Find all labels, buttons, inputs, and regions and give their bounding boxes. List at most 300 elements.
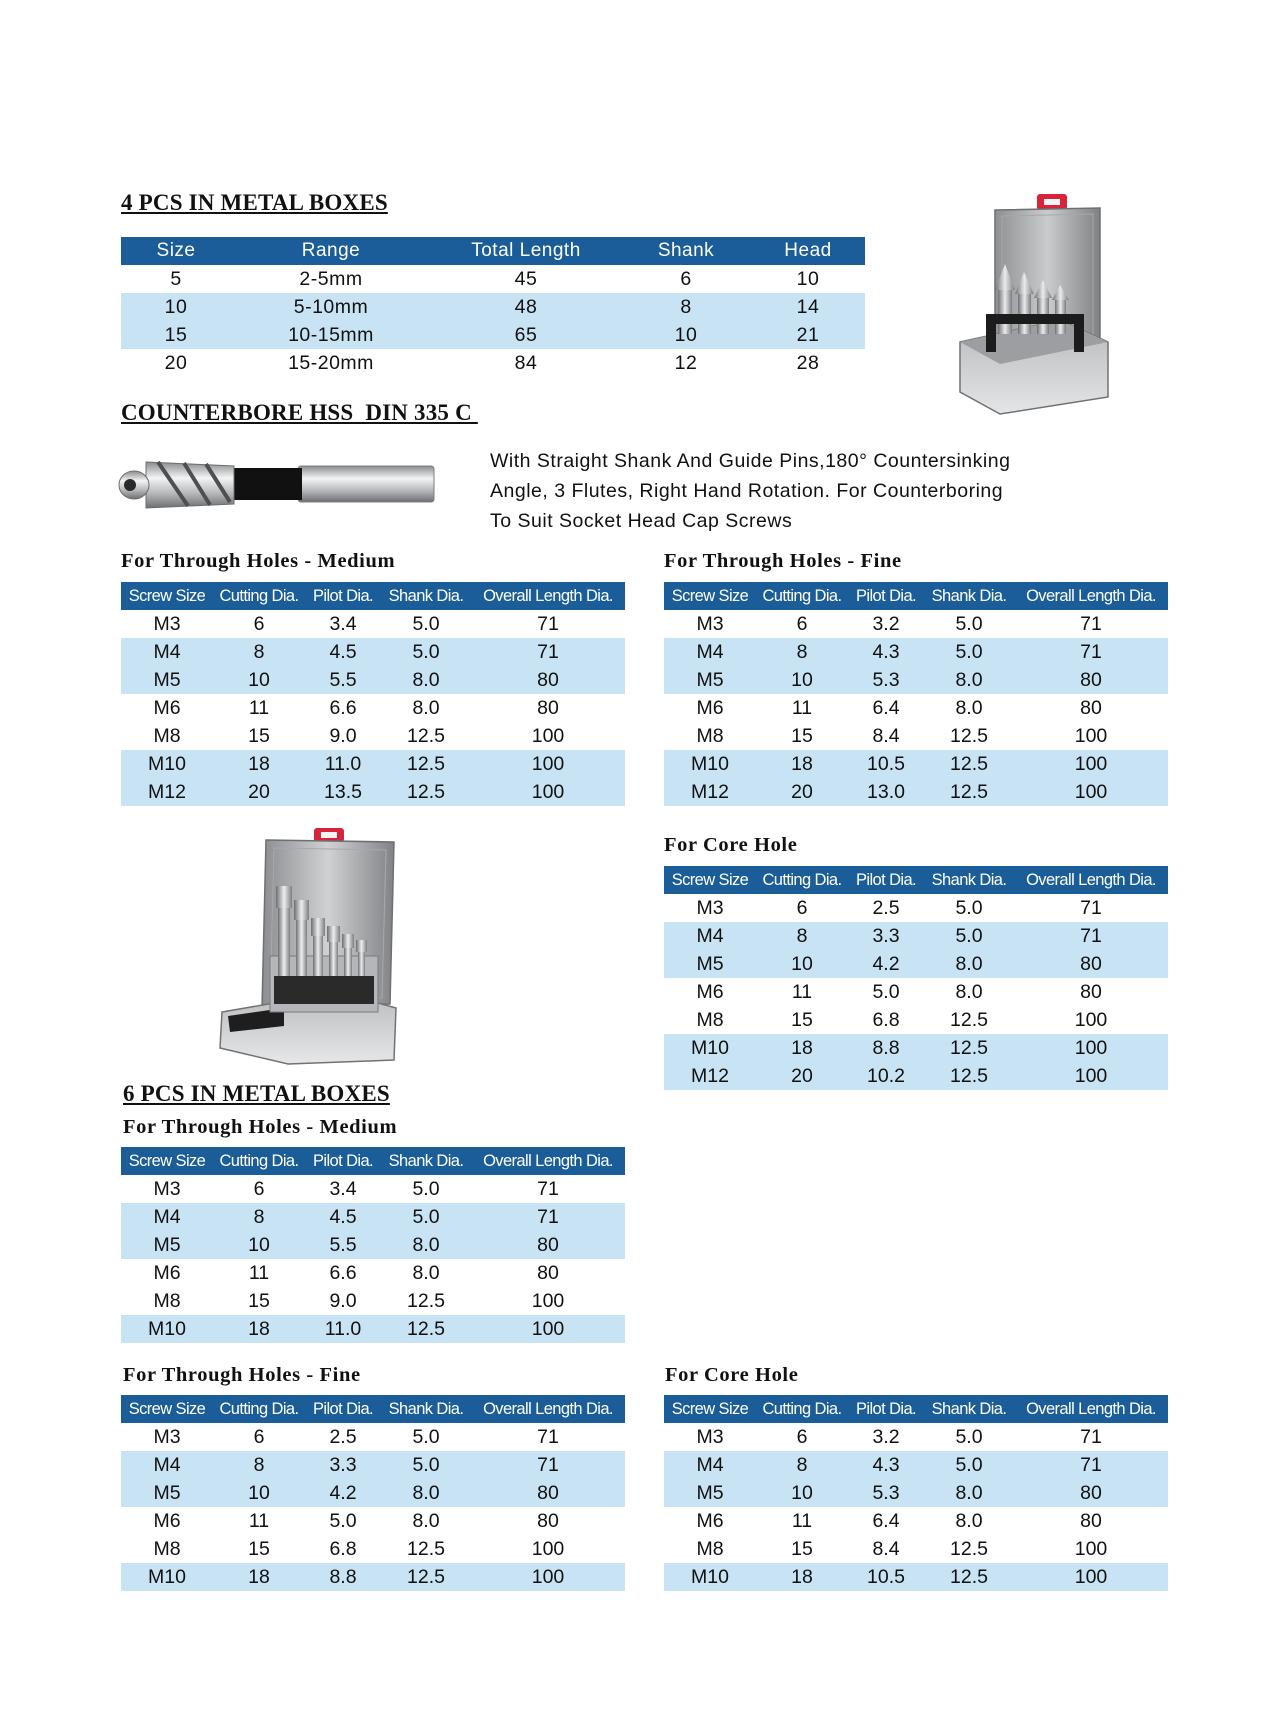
table-row xyxy=(121,750,625,778)
table-cell: M6 xyxy=(153,1261,181,1284)
counterbore-tool-image xyxy=(118,452,438,516)
six-core-table xyxy=(664,1395,1168,1591)
table-cell: 15 xyxy=(121,321,231,349)
table-cell: 8 xyxy=(756,638,848,666)
table-row xyxy=(121,638,625,666)
table-cell: 10 xyxy=(213,1479,305,1507)
table-cell: 100 xyxy=(471,750,625,778)
table-cell: 12.5 xyxy=(950,724,988,747)
table-row xyxy=(121,293,865,321)
column-header: Pilot Dia. xyxy=(848,582,924,610)
table-cell: 2.5 xyxy=(872,896,900,919)
column-header: Head xyxy=(751,237,865,265)
table-cell: 8.0 xyxy=(381,1231,471,1259)
table-cell: M5 xyxy=(121,666,213,694)
table-cell: 15 xyxy=(248,724,270,747)
table-cell: 10 xyxy=(756,1479,848,1507)
table-cell: 4.3 xyxy=(848,1451,924,1479)
table-cell: 8 xyxy=(213,638,305,666)
table-row xyxy=(121,1259,625,1287)
table-body xyxy=(664,1423,1168,1591)
six-fine-table xyxy=(121,1395,625,1591)
through-fine-title: For Through Holes - Fine xyxy=(664,550,902,572)
table-cell: M6 xyxy=(696,1509,724,1532)
table-cell: 13.5 xyxy=(305,778,381,806)
table-cell: M6 xyxy=(696,696,724,719)
table-cell: 71 xyxy=(1080,896,1102,919)
column-header: Pilot Dia. xyxy=(848,866,924,894)
table-cell: M3 xyxy=(696,612,724,635)
table-cell: 71 xyxy=(1014,1451,1168,1479)
table-cell: M10 xyxy=(121,750,213,778)
column-header: Overall Length Dia. xyxy=(1014,582,1168,610)
table-cell: 2-5mm xyxy=(299,267,363,290)
table-cell: 18 xyxy=(213,750,305,778)
counterbore-title: COUNTERBORE HSS DIN 335 C xyxy=(121,400,478,425)
table-cell: 12.5 xyxy=(407,1537,445,1560)
table-row xyxy=(664,1062,1168,1090)
table-cell: 15 xyxy=(248,1289,270,1312)
table-cell: 100 xyxy=(531,724,565,747)
table-cell: 11 xyxy=(248,1509,270,1532)
column-header: Overall Length Dia. xyxy=(1014,1395,1168,1423)
table-cell: 6.8 xyxy=(872,1008,900,1031)
table-cell: 65 xyxy=(431,321,621,349)
table-row xyxy=(664,1535,1168,1563)
table-cell: 100 xyxy=(1074,1537,1108,1560)
column-header: Shank Dia. xyxy=(381,1395,471,1423)
column-header: Shank xyxy=(621,237,751,265)
table-cell: 5.3 xyxy=(848,1479,924,1507)
table-cell: 10.2 xyxy=(848,1062,924,1090)
table-cell: 5.5 xyxy=(305,1231,381,1259)
table-cell: M4 xyxy=(121,638,213,666)
table-cell: M3 xyxy=(153,1177,181,1200)
column-header: Cutting Dia. xyxy=(756,582,848,610)
table-cell: 10 xyxy=(756,666,848,694)
column-header: Screw Size xyxy=(121,1395,213,1423)
table-cell: 5.0 xyxy=(924,922,1014,950)
through-fine-table xyxy=(664,582,1168,806)
table-cell: M10 xyxy=(664,1563,756,1591)
four-pc-box-image xyxy=(940,192,1112,418)
column-header: Pilot Dia. xyxy=(848,1395,924,1423)
table-cell: M5 xyxy=(121,1479,213,1507)
table-cell: 8.8 xyxy=(305,1563,381,1591)
table-cell: 10 xyxy=(213,666,305,694)
table-cell: 8.0 xyxy=(381,666,471,694)
through-medium-title: For Through Holes - Medium xyxy=(121,550,396,572)
table-row xyxy=(121,265,865,293)
table-cell: M10 xyxy=(664,1034,756,1062)
table-cell: 12.5 xyxy=(381,1315,471,1343)
table-cell: M4 xyxy=(121,1451,213,1479)
table-cell: 12.5 xyxy=(950,1537,988,1560)
table-cell: 11 xyxy=(791,696,813,719)
table-row xyxy=(664,922,1168,950)
table-cell: 12.5 xyxy=(924,1034,1014,1062)
table-cell: 6.8 xyxy=(329,1537,357,1560)
table-body xyxy=(664,610,1168,806)
table-cell: 5.0 xyxy=(955,896,983,919)
table-cell: 8.0 xyxy=(381,1479,471,1507)
table-cell: 6 xyxy=(253,1177,265,1200)
table-cell: 10 xyxy=(756,950,848,978)
table-row xyxy=(121,321,865,349)
table-cell: M6 xyxy=(153,696,181,719)
column-header: Screw Size xyxy=(664,582,756,610)
table-row xyxy=(121,1175,625,1203)
table-cell: 14 xyxy=(751,293,865,321)
table-cell: 12.5 xyxy=(924,1062,1014,1090)
table-cell: 8 xyxy=(756,922,848,950)
table-cell: M10 xyxy=(121,1315,213,1343)
table-cell: 3.2 xyxy=(872,1425,900,1448)
table-cell: 5.0 xyxy=(872,980,900,1003)
table-cell: 8.0 xyxy=(924,1479,1014,1507)
column-header: Shank Dia. xyxy=(924,582,1014,610)
table-header-row xyxy=(121,237,865,265)
table-cell: 5.0 xyxy=(955,612,983,635)
table-cell: 21 xyxy=(751,321,865,349)
table-cell: 100 xyxy=(1014,778,1168,806)
table-cell: 100 xyxy=(531,1289,565,1312)
table-cell: 18 xyxy=(756,750,848,778)
table-row xyxy=(664,1451,1168,1479)
table-cell: 6 xyxy=(680,267,692,290)
table-cell: 11 xyxy=(248,696,270,719)
table-cell: 8.0 xyxy=(412,1509,440,1532)
table-cell: 5.3 xyxy=(848,666,924,694)
table-cell: M12 xyxy=(664,778,756,806)
table-cell: 71 xyxy=(537,612,559,635)
table-cell: M12 xyxy=(664,1062,756,1090)
table-row xyxy=(121,694,625,722)
table-row xyxy=(664,1006,1168,1034)
table-cell: 3.3 xyxy=(305,1451,381,1479)
table-header-row xyxy=(664,1395,1168,1423)
table-row xyxy=(664,778,1168,806)
table-cell: M3 xyxy=(153,1425,181,1448)
six-medium-table xyxy=(121,1147,625,1343)
table-row xyxy=(121,1507,625,1535)
table-cell: 80 xyxy=(471,666,625,694)
table-cell: 45 xyxy=(514,267,538,290)
table-cell: 12.5 xyxy=(407,1289,445,1312)
table-cell: 5 xyxy=(170,267,182,290)
table-cell: 20 xyxy=(756,1062,848,1090)
table-cell: M8 xyxy=(696,724,724,747)
column-header: Screw Size xyxy=(664,866,756,894)
table-row xyxy=(664,750,1168,778)
table-cell: 12.5 xyxy=(381,778,471,806)
table-cell: 8 xyxy=(213,1203,305,1231)
table-cell: 4.2 xyxy=(305,1479,381,1507)
description-line: To Suit Socket Head Cap Screws xyxy=(490,510,793,532)
table-cell: 5.0 xyxy=(381,1203,471,1231)
table-cell: 8 xyxy=(621,293,751,321)
table-row xyxy=(121,349,865,377)
table-cell: 100 xyxy=(471,1315,625,1343)
table-cell: 100 xyxy=(1074,1008,1108,1031)
table-cell: M6 xyxy=(696,980,724,1003)
table-cell: 18 xyxy=(213,1315,305,1343)
column-header: Cutting Dia. xyxy=(756,1395,848,1423)
column-header: Size xyxy=(121,237,231,265)
table-cell: 3.3 xyxy=(848,922,924,950)
table-cell: 71 xyxy=(1080,1425,1102,1448)
table-row xyxy=(664,978,1168,1006)
table-cell: 8 xyxy=(213,1451,305,1479)
table-cell: M4 xyxy=(664,1451,756,1479)
table-cell: M8 xyxy=(153,1537,181,1560)
table-cell: 5.0 xyxy=(329,1509,357,1532)
table-cell: M4 xyxy=(121,1203,213,1231)
table-cell: 10 xyxy=(121,293,231,321)
table-cell: 4.5 xyxy=(305,1203,381,1231)
table-cell: 100 xyxy=(1014,750,1168,778)
column-header: Overall Length Dia. xyxy=(471,1147,625,1175)
table-cell: 20 xyxy=(164,351,188,374)
counterbore-description xyxy=(490,446,1010,536)
table-cell: 80 xyxy=(471,1231,625,1259)
table-cell: M8 xyxy=(696,1537,724,1560)
table-cell: 11 xyxy=(791,980,813,1003)
table-cell: 6 xyxy=(796,1425,808,1448)
table-cell: 71 xyxy=(471,1451,625,1479)
table-cell: 80 xyxy=(471,1479,625,1507)
table-cell: M8 xyxy=(153,1289,181,1312)
table-cell: 11 xyxy=(248,1261,270,1284)
table-cell: 8.0 xyxy=(955,980,983,1003)
core-hole-title: For Core Hole xyxy=(664,834,798,856)
table-row xyxy=(121,1315,625,1343)
table-cell: 12.5 xyxy=(381,1563,471,1591)
table-row xyxy=(664,666,1168,694)
table-cell: M10 xyxy=(664,750,756,778)
table-cell: 80 xyxy=(537,1261,559,1284)
table-cell: 10.5 xyxy=(848,750,924,778)
table-cell: 11.0 xyxy=(305,750,381,778)
table-cell: 8.8 xyxy=(848,1034,924,1062)
column-header: Range xyxy=(231,237,431,265)
table-header-row xyxy=(121,1395,625,1423)
table-cell: 15 xyxy=(248,1537,270,1560)
table-row xyxy=(664,1479,1168,1507)
column-header: Shank Dia. xyxy=(924,1395,1014,1423)
table-cell: M4 xyxy=(664,638,756,666)
table-cell: 8.0 xyxy=(924,666,1014,694)
table-cell: 12 xyxy=(674,351,698,374)
column-header: Shank Dia. xyxy=(924,866,1014,894)
table-cell: 48 xyxy=(431,293,621,321)
column-header: Screw Size xyxy=(121,582,213,610)
table-row xyxy=(664,1423,1168,1451)
table-cell: M8 xyxy=(696,1008,724,1031)
table-cell: 5.0 xyxy=(412,1177,440,1200)
table-cell: 6 xyxy=(253,1425,265,1448)
table-cell: 18 xyxy=(756,1034,848,1062)
table-cell: 100 xyxy=(531,1537,565,1560)
table-cell: 8 xyxy=(756,1451,848,1479)
through-medium-table xyxy=(121,582,625,806)
table-row xyxy=(121,1535,625,1563)
table-row xyxy=(664,1034,1168,1062)
table-cell: 10-15mm xyxy=(231,321,431,349)
table-cell: 11.0 xyxy=(305,1315,381,1343)
column-header: Overall Length Dia. xyxy=(1014,866,1168,894)
table-cell: 100 xyxy=(1014,1062,1168,1090)
table-cell: 100 xyxy=(471,778,625,806)
table-row xyxy=(121,1451,625,1479)
table-cell: 8.4 xyxy=(872,1537,900,1560)
table-header-row xyxy=(121,1147,625,1175)
table-cell: 12.5 xyxy=(407,724,445,747)
table-cell: 12.5 xyxy=(924,778,1014,806)
table-cell: 6 xyxy=(796,896,808,919)
table-row xyxy=(664,1563,1168,1591)
table-cell: M5 xyxy=(664,950,756,978)
table-cell: 10 xyxy=(213,1231,305,1259)
table-cell: 4.5 xyxy=(305,638,381,666)
table-cell: 4.3 xyxy=(848,638,924,666)
table-row xyxy=(664,722,1168,750)
table-cell: 5.0 xyxy=(924,638,1014,666)
table-cell: 15 xyxy=(791,1008,813,1031)
table-cell: 100 xyxy=(1074,724,1108,747)
table-cell: 71 xyxy=(537,1425,559,1448)
column-header: Shank Dia. xyxy=(381,1147,471,1175)
table-cell: 12.5 xyxy=(950,1008,988,1031)
table-cell: 12.5 xyxy=(381,750,471,778)
table-row xyxy=(664,894,1168,922)
table-row xyxy=(664,694,1168,722)
table-cell: M4 xyxy=(664,922,756,950)
column-header: Overall Length Dia. xyxy=(471,582,625,610)
column-header: Pilot Dia. xyxy=(305,1147,381,1175)
table-cell: 18 xyxy=(213,1563,305,1591)
table-cell: 5.0 xyxy=(412,1425,440,1448)
table-cell: 6.6 xyxy=(329,696,357,719)
table-row xyxy=(121,1563,625,1591)
table-row xyxy=(121,722,625,750)
table-header-row xyxy=(121,582,625,610)
column-header: Cutting Dia. xyxy=(213,1395,305,1423)
table-cell: 71 xyxy=(1080,612,1102,635)
table-cell: M3 xyxy=(696,896,724,919)
table-cell: M12 xyxy=(121,778,213,806)
table-cell: 4.2 xyxy=(848,950,924,978)
column-header: Pilot Dia. xyxy=(305,1395,381,1423)
table-cell: 100 xyxy=(1014,1563,1168,1591)
table-cell: M5 xyxy=(664,1479,756,1507)
table-cell: 15 xyxy=(791,1537,813,1560)
table-cell: 80 xyxy=(1080,980,1102,1003)
four-pcs-table xyxy=(121,237,865,377)
table-cell: 6.6 xyxy=(329,1261,357,1284)
six-pcs-title: 6 PCS IN METAL BOXES xyxy=(123,1081,390,1106)
table-cell: 5.0 xyxy=(412,612,440,635)
table-cell: M8 xyxy=(153,724,181,747)
table-cell: 9.0 xyxy=(329,724,357,747)
table-cell: 13.0 xyxy=(848,778,924,806)
table-cell: M3 xyxy=(696,1425,724,1448)
table-cell: 5-10mm xyxy=(231,293,431,321)
table-cell: 10 xyxy=(796,267,820,290)
table-row xyxy=(664,1507,1168,1535)
six-core-title: For Core Hole xyxy=(665,1364,799,1386)
table-cell: 2.5 xyxy=(329,1425,357,1448)
table-cell: 20 xyxy=(213,778,305,806)
column-header: Cutting Dia. xyxy=(213,1147,305,1175)
table-cell: 8.0 xyxy=(924,950,1014,978)
table-body xyxy=(664,894,1168,1090)
table-cell: M5 xyxy=(121,1231,213,1259)
table-cell: 9.0 xyxy=(329,1289,357,1312)
table-cell: 3.2 xyxy=(872,612,900,635)
core-hole-table xyxy=(664,866,1168,1090)
column-header: Screw Size xyxy=(121,1147,213,1175)
table-cell: 12.5 xyxy=(924,750,1014,778)
table-cell: 8.4 xyxy=(872,724,900,747)
table-cell: M10 xyxy=(121,1563,213,1591)
table-cell: M5 xyxy=(664,666,756,694)
table-body xyxy=(121,1175,625,1343)
column-header: Cutting Dia. xyxy=(213,582,305,610)
table-header-row xyxy=(664,866,1168,894)
table-cell: 100 xyxy=(1014,1034,1168,1062)
table-cell: 5.0 xyxy=(381,1451,471,1479)
table-cell: 6.4 xyxy=(872,696,900,719)
six-fine-title: For Through Holes - Fine xyxy=(123,1364,361,1386)
table-row xyxy=(664,638,1168,666)
table-cell: M6 xyxy=(153,1509,181,1532)
table-cell: 80 xyxy=(1080,1509,1102,1532)
six-pc-box-image xyxy=(218,826,398,1066)
table-cell: 3.4 xyxy=(329,612,357,635)
table-cell: 80 xyxy=(1014,1479,1168,1507)
table-cell: 80 xyxy=(1014,666,1168,694)
table-cell: 80 xyxy=(537,1509,559,1532)
table-cell: 6 xyxy=(253,612,265,635)
table-cell: 71 xyxy=(471,1203,625,1231)
table-cell: 5.0 xyxy=(924,1451,1014,1479)
table-cell: 15-20mm xyxy=(288,351,374,374)
column-header: Total Length xyxy=(431,237,621,265)
table-cell: 5.5 xyxy=(305,666,381,694)
table-cell: M3 xyxy=(153,612,181,635)
four-pcs-title: 4 PCS IN METAL BOXES xyxy=(121,190,388,215)
table-body xyxy=(121,1423,625,1591)
table-cell: 8.0 xyxy=(955,696,983,719)
table-row xyxy=(121,1231,625,1259)
table-cell: 80 xyxy=(1080,696,1102,719)
table-body xyxy=(121,610,625,806)
table-cell: 8.0 xyxy=(412,696,440,719)
description-line: With Straight Shank And Guide Pins,180° Countersinking xyxy=(490,450,1011,472)
table-cell: 100 xyxy=(471,1563,625,1591)
six-medium-title: For Through Holes - Medium xyxy=(123,1116,398,1138)
table-row xyxy=(664,610,1168,638)
description-line: Angle, 3 Flutes, Right Hand Rotation. For Counterboring xyxy=(490,480,1004,502)
table-cell: 84 xyxy=(514,351,538,374)
table-cell: 6.4 xyxy=(872,1509,900,1532)
table-cell: 10.5 xyxy=(848,1563,924,1591)
table-cell: 5.0 xyxy=(955,1425,983,1448)
table-cell: 11 xyxy=(791,1509,813,1532)
column-header: Shank Dia. xyxy=(381,582,471,610)
table-cell: 6 xyxy=(796,612,808,635)
